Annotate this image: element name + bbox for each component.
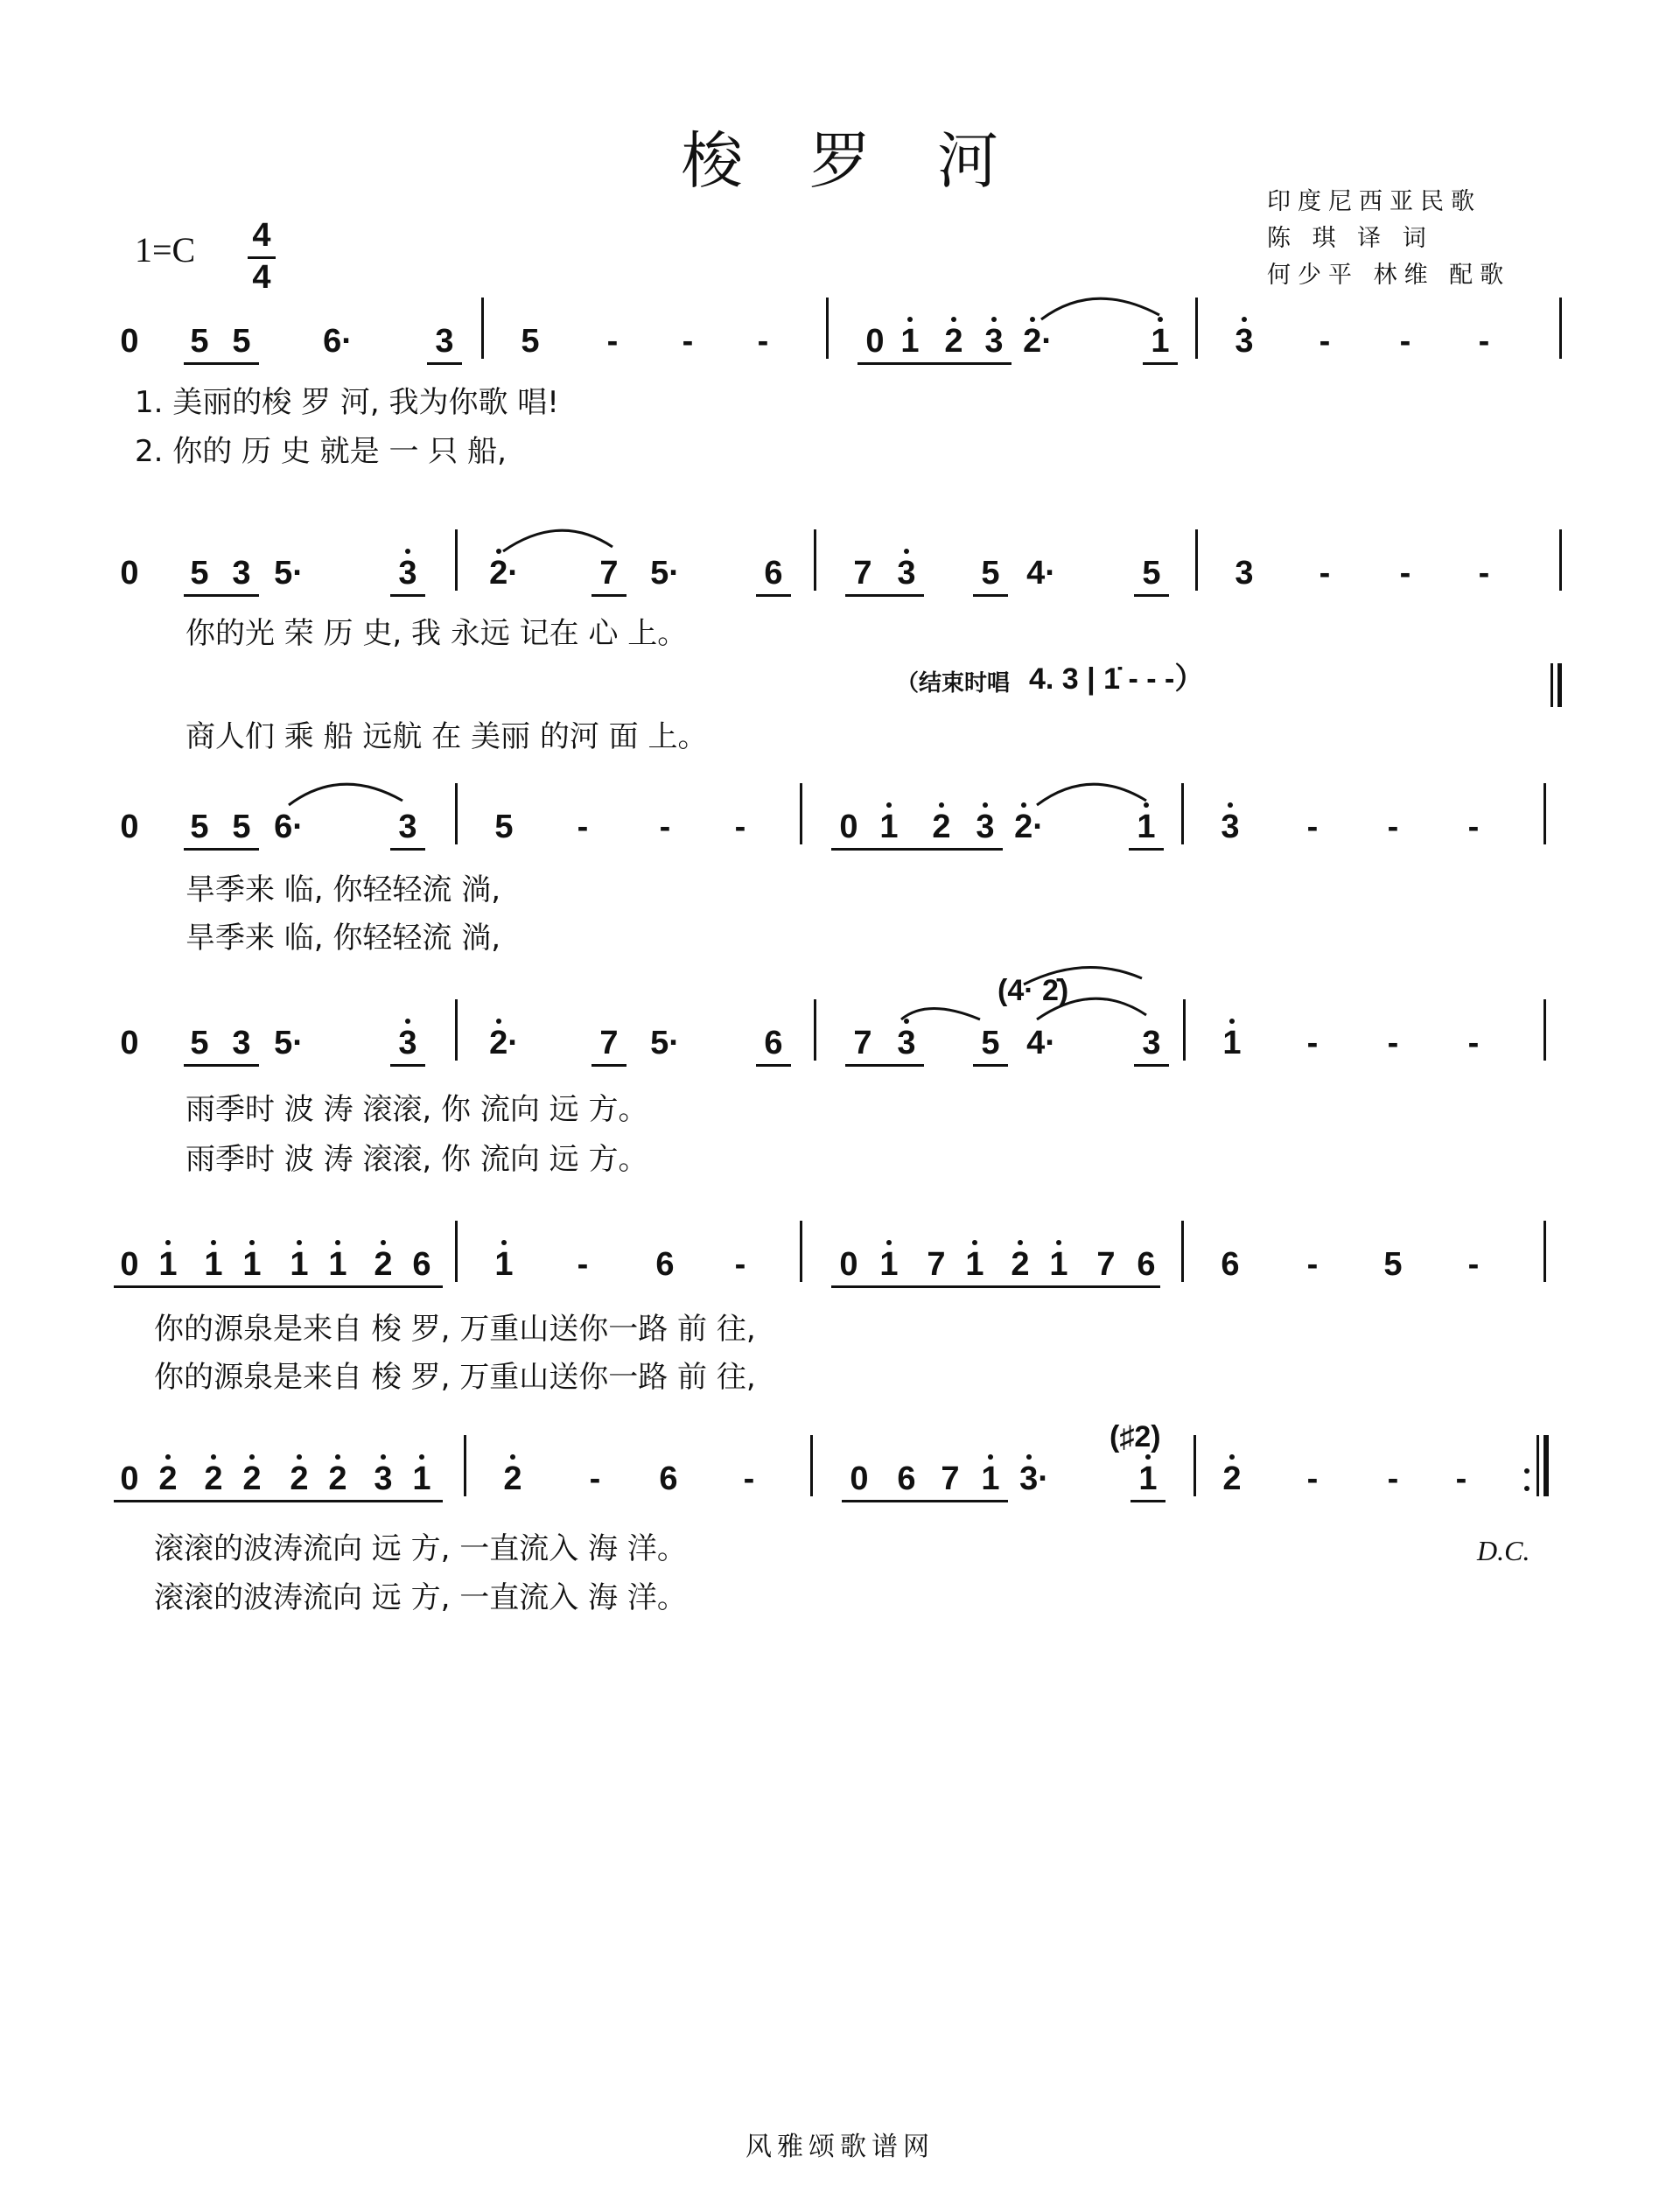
note: 1	[204, 1246, 223, 1283]
note: 2	[290, 1460, 309, 1497]
note: -	[1387, 1460, 1399, 1497]
note: 5	[190, 323, 209, 360]
time-signature-top: 4	[252, 217, 271, 254]
lyric-s2-v1: 你的光 荣 历 史, 我 永远 记在 心 上。	[186, 616, 688, 651]
note: 0	[865, 323, 885, 360]
note: 5	[521, 323, 540, 360]
note: 0	[120, 555, 139, 592]
credit-translator: 陈 琪 译 词	[1267, 225, 1433, 252]
note: 3	[897, 1025, 916, 1061]
note: 5	[190, 1025, 209, 1061]
note: 0	[120, 1246, 139, 1283]
song-title: 梭罗河	[682, 125, 1065, 197]
note: -	[1306, 809, 1319, 845]
note: 2	[242, 1460, 262, 1497]
note: 5	[232, 323, 251, 360]
lyric-s5-v2: 你的源泉是来自 梭 罗, 万重山送你一路 前 往,	[154, 1360, 756, 1395]
note: -	[577, 809, 589, 845]
note: 5·	[274, 555, 304, 592]
lyric-s3-v1: 旱季来 临, 你轻轻流 淌,	[186, 872, 501, 907]
note: 5·	[650, 555, 680, 592]
lyric-s6-v2: 滚滚的波涛流向 远 方, 一直流入 海 洋。	[154, 1580, 687, 1615]
note: 1	[328, 1246, 347, 1283]
note: 7	[853, 555, 872, 592]
note: 3	[984, 323, 1004, 360]
note: -	[606, 323, 619, 360]
note: 1	[965, 1246, 984, 1283]
note: 2	[204, 1460, 223, 1497]
note: 3·	[1019, 1460, 1049, 1497]
note: 1	[158, 1246, 178, 1283]
note: 2	[503, 1460, 522, 1497]
note: 5	[494, 809, 514, 845]
note: 2	[158, 1460, 178, 1497]
note: 6	[764, 555, 783, 592]
variant-s4: (4· 2̇)	[998, 974, 1069, 1007]
note: 5	[1383, 1246, 1403, 1283]
note: 0	[120, 809, 139, 845]
note: 7	[853, 1025, 872, 1061]
note: -	[757, 323, 769, 360]
note: 1	[412, 1460, 431, 1497]
note: 0	[120, 1025, 139, 1061]
note: 5·	[650, 1025, 680, 1061]
note: -	[1467, 1025, 1480, 1061]
slur	[1037, 998, 1146, 1019]
note: -	[577, 1246, 589, 1283]
slur	[1037, 784, 1146, 805]
note: 1	[1222, 1025, 1242, 1061]
note: 3	[1221, 809, 1240, 845]
note: -	[682, 323, 694, 360]
note: 2·	[489, 555, 519, 592]
note: 5·	[274, 1025, 304, 1061]
note: -	[1467, 809, 1480, 845]
lyric-s1-v1: 1. 美丽的梭 罗 河, 我为你歌 唱!	[135, 385, 559, 420]
lyric-s2-v2: 商人们 乘 船 远航 在 美丽 的河 面 上。	[186, 719, 708, 754]
credit-arranger: 何少平 林维 配歌	[1267, 262, 1511, 289]
note: -	[1478, 323, 1490, 360]
note: 4·	[1026, 1025, 1056, 1061]
note: 6	[412, 1246, 431, 1283]
note: 6	[1221, 1246, 1240, 1283]
note: -	[734, 1246, 746, 1283]
slur	[901, 1009, 980, 1020]
slur	[503, 530, 612, 551]
note: 6	[764, 1025, 783, 1061]
note: 1	[242, 1246, 262, 1283]
note: 0	[120, 323, 139, 360]
note: 2	[1011, 1246, 1030, 1283]
note: 2	[1222, 1460, 1242, 1497]
note: 3	[1142, 1025, 1161, 1061]
note: 3	[435, 323, 454, 360]
note: 1	[879, 1246, 899, 1283]
note: 6·	[323, 323, 353, 360]
note: 6	[655, 1246, 675, 1283]
key-signature: 1=C	[135, 230, 196, 270]
note: 3	[232, 1025, 251, 1061]
credit-origin: 印度尼西亚民歌	[1267, 188, 1481, 215]
lyric-s4-v1: 雨季时 波 涛 滚滚, 你 流向 远 方。	[186, 1092, 648, 1127]
note: -	[1387, 1025, 1399, 1061]
lyric-s1-v2: 2. 你的 历 史 就是 一 只 船,	[135, 434, 507, 469]
lyric-s5-v1: 你的源泉是来自 梭 罗, 万重山送你一路 前 往,	[154, 1312, 756, 1347]
note: -	[1319, 555, 1331, 592]
note: -	[589, 1460, 601, 1497]
note: 3	[232, 555, 251, 592]
lyric-s6-v1: 滚滚的波涛流向 远 方, 一直流入 海 洋。	[154, 1531, 687, 1566]
note: 3	[1235, 555, 1254, 592]
note: -	[1319, 323, 1331, 360]
da-capo-marking: D.C.	[1477, 1535, 1530, 1566]
note: 1	[1151, 323, 1170, 360]
note: 1	[1049, 1246, 1068, 1283]
lyric-s3-v2: 旱季来 临, 你轻轻流 淌,	[186, 921, 501, 956]
note: 6	[897, 1460, 916, 1497]
note: 1	[900, 323, 920, 360]
note: -	[659, 809, 671, 845]
note: 2	[932, 809, 951, 845]
slur	[1024, 968, 1142, 984]
note: 6	[659, 1460, 678, 1497]
note: 5	[190, 555, 209, 592]
note: 3	[398, 1025, 417, 1061]
note: 6·	[274, 809, 304, 845]
note: -	[734, 809, 746, 845]
note: 2·	[1023, 323, 1053, 360]
note: -	[1455, 1460, 1467, 1497]
note: 1	[494, 1246, 514, 1283]
note: 0	[120, 1460, 139, 1497]
note: -	[1467, 1246, 1480, 1283]
note: 2·	[489, 1025, 519, 1061]
slur	[1041, 298, 1159, 319]
footer-site-name: 风雅颂歌谱网	[746, 2132, 934, 2162]
note: -	[1399, 555, 1411, 592]
note: 3	[1235, 323, 1254, 360]
ending-notes: 4. 3 | 1̇ - - -）	[1029, 662, 1205, 696]
note: -	[1306, 1246, 1319, 1283]
lyric-s4-v2: 雨季时 波 涛 滚滚, 你 流向 远 方。	[186, 1142, 648, 1177]
note: 5	[1142, 555, 1161, 592]
note: 7	[599, 1025, 619, 1061]
note: 2	[944, 323, 963, 360]
slur	[289, 784, 402, 805]
note: 2	[374, 1246, 393, 1283]
note: 0	[839, 1246, 858, 1283]
note: 1	[879, 809, 899, 845]
note: 7	[599, 555, 619, 592]
note: 4·	[1026, 555, 1056, 592]
note: -	[1478, 555, 1490, 592]
note: 3	[374, 1460, 393, 1497]
note: 5	[232, 809, 251, 845]
note: 5	[190, 809, 209, 845]
note: -	[1387, 809, 1399, 845]
note: 2·	[1014, 809, 1044, 845]
note: 0	[850, 1460, 869, 1497]
note: 5	[981, 555, 1000, 592]
note: 7	[941, 1460, 960, 1497]
note: 6	[1137, 1246, 1156, 1283]
note: 3	[398, 809, 417, 845]
note: 3	[897, 555, 916, 592]
note: -	[1306, 1025, 1319, 1061]
note: -	[1306, 1460, 1319, 1497]
variant-s6: (♯2)	[1110, 1420, 1161, 1453]
note: 7	[927, 1246, 946, 1283]
note: -	[743, 1460, 755, 1497]
note: 3	[976, 809, 995, 845]
note: 1	[1138, 1460, 1158, 1497]
time-signature-bottom: 4	[252, 259, 271, 296]
note: 0	[839, 809, 858, 845]
note: 1	[1137, 809, 1156, 845]
note: 7	[1096, 1246, 1116, 1283]
ending-label: （结束时唱	[896, 669, 1011, 696]
note: 2	[328, 1460, 347, 1497]
note: 1	[290, 1246, 309, 1283]
note: 1	[981, 1460, 1000, 1497]
note: 5	[981, 1025, 1000, 1061]
note: -	[1399, 323, 1411, 360]
note: 3	[398, 555, 417, 592]
